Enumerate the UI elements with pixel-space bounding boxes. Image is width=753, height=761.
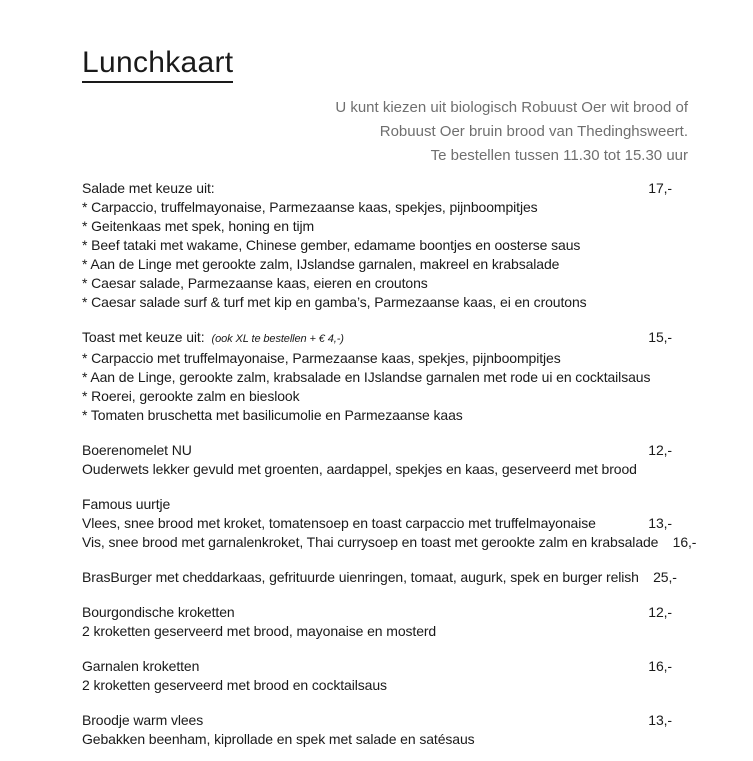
menu-item-row (82, 514, 672, 533)
menu-item-row (82, 533, 697, 552)
section-header: Garnalen kroketten (82, 658, 200, 674)
menu-item: * Beef tataki met wakame, Chinese gember, edamame boontjes en oosterse saus (82, 237, 581, 253)
section-header-row (82, 711, 672, 730)
menu-item: Vlees, snee brood met kroket, tomatensoep en toast carpaccio met truffelmayonaise (82, 515, 596, 531)
menu-section-brasburger (82, 568, 677, 587)
menu-item: * Roerei, gerookte zalm en bieslook (82, 388, 300, 404)
section-header-row (82, 603, 672, 622)
intro-line-3: Te bestellen tussen 11.30 tot 15.30 uur (430, 147, 688, 164)
menu-item: * Carpaccio met truffelmayonaise, Parmezaanse kaas, spekjes, pijnboompitjes (82, 350, 561, 366)
menu-body (82, 179, 697, 749)
section-price: 25,- (653, 569, 677, 585)
menu-item: * Caesar salade, Parmezaanse kaas, eieren en croutons (82, 275, 428, 291)
section-header: Famous uurtje (82, 496, 171, 512)
section-note: (ook XL te bestellen + € 4,-) (211, 333, 344, 345)
item-price: 16,- (672, 534, 697, 550)
page-title-text: Lunchkaart (82, 46, 233, 83)
section-price: 12,- (648, 442, 672, 458)
section-price: 17,- (648, 180, 672, 196)
section-header-row (82, 657, 672, 676)
section-description: 2 kroketten geserveerd met brood, mayonaise en mosterd (82, 623, 437, 639)
section-header: BrasBurger met cheddarkaas, gefrituurde uienringen, tomaat, augurk, spek en burger relish (82, 569, 639, 585)
section-header: Bourgondische kroketten (82, 604, 235, 620)
intro-line-1: U kunt kiezen uit biologisch Robuust Oer wit brood of (335, 99, 688, 116)
menu-item: * Aan de Linge met gerookte zalm, IJslandse garnalen, makreel en krabsalade (82, 256, 560, 272)
menu-section-broodje-warm-vlees (82, 711, 672, 749)
section-header-row (82, 568, 677, 587)
item-price: 13,- (648, 515, 672, 531)
section-header-row (82, 495, 672, 514)
section-header-row (82, 328, 672, 349)
section-description: Ouderwets lekker gevuld met groenten, aardappel, spekjes en kaas, geserveerd met brood (82, 461, 637, 477)
menu-item: * Aan de Linge, gerookte zalm, krabsalade en IJslandse garnalen met rode ui en cocktailsaus (82, 369, 651, 385)
section-header-wrap (82, 328, 344, 349)
section-price: 13,- (648, 712, 672, 728)
menu-item: * Caesar salade surf & turf met kip en gamba’s, Parmezaanse kaas, ei en croutons (82, 294, 587, 310)
menu-section-boerenomelet (82, 441, 672, 479)
section-header: Toast met keuze uit: (82, 329, 205, 345)
menu-item: Vis, snee brood met garnalenkroket, Thai currysoep en toast met gerookte zalm en krabsalade (82, 534, 659, 550)
menu-section-bourgondische-kroketten (82, 603, 672, 641)
menu-item: * Carpaccio, truffelmayonaise, Parmezaanse kaas, spekjes, pijnboompitjes (82, 199, 538, 215)
section-header: Broodje warm vlees (82, 712, 204, 728)
intro-line-2: Robuust Oer bruin brood van Thedinghsweert. (379, 123, 688, 140)
section-header-row (82, 179, 672, 198)
menu-section-toast (82, 328, 672, 425)
section-header: Salade met keuze uit: (82, 180, 215, 196)
menu-section-salade (82, 179, 672, 312)
menu-section-garnalen-kroketten (82, 657, 672, 695)
menu-section-famous-uurtje (82, 495, 697, 552)
section-description: 2 kroketten geserveerd met brood en cocktailsaus (82, 677, 387, 693)
section-header-row (82, 441, 672, 460)
section-header: Boerenomelet NU (82, 442, 192, 458)
section-description: Gebakken beenham, kiprollade en spek met salade en satésaus (82, 731, 475, 747)
page-title (82, 46, 753, 83)
intro-text (82, 96, 688, 168)
menu-item: * Geitenkaas met spek, honing en tijm (82, 218, 315, 234)
section-price: 15,- (648, 329, 672, 345)
menu-item: * Tomaten bruschetta met basilicumolie en Parmezaanse kaas (82, 407, 463, 423)
section-price: 16,- (648, 658, 672, 674)
section-price: 12,- (648, 604, 672, 620)
